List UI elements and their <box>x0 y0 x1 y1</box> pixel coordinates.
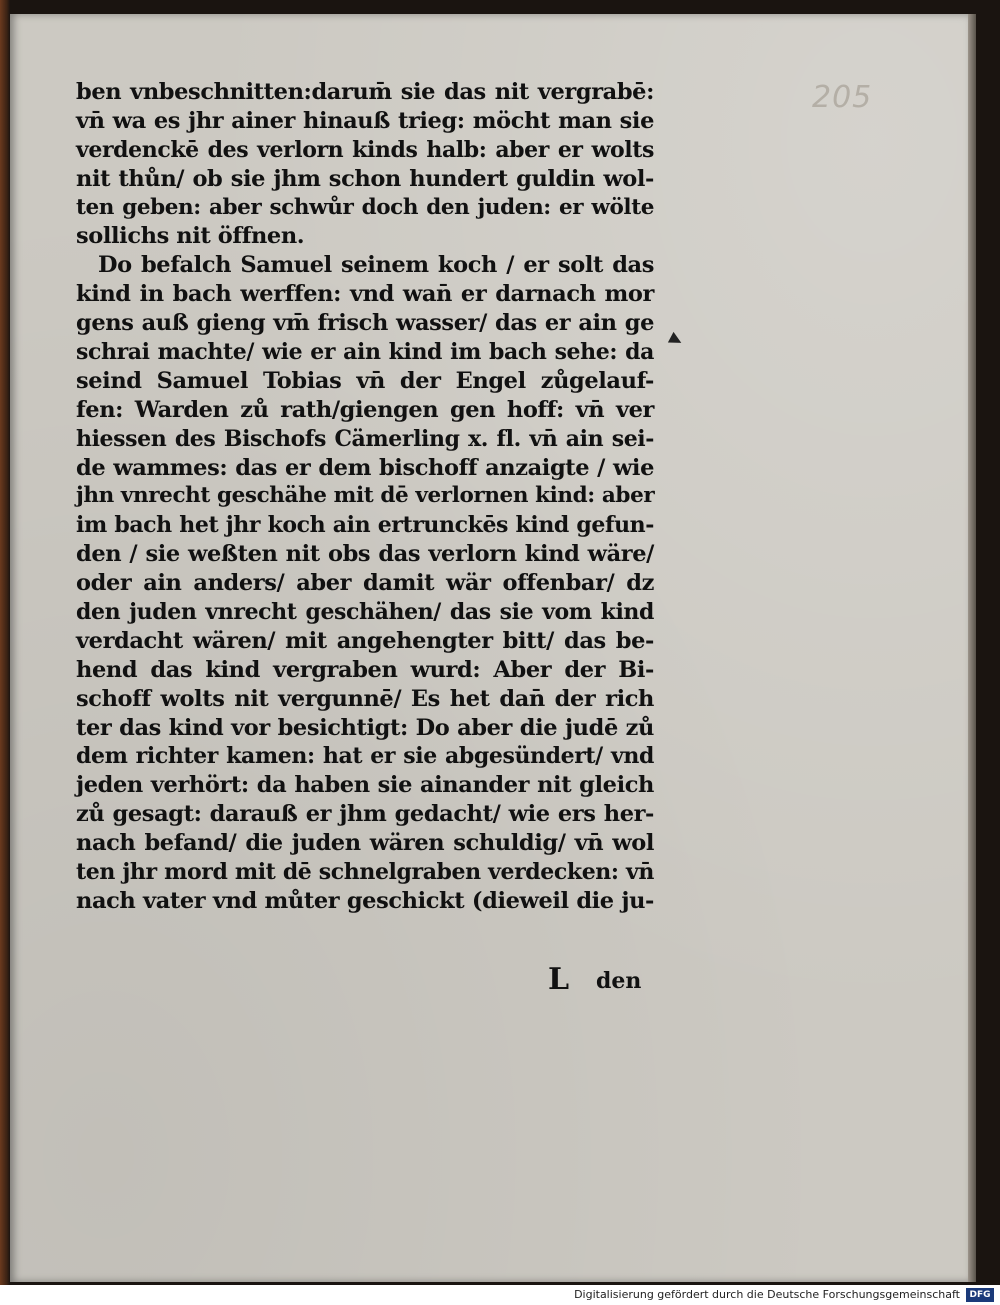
catchword-line <box>548 962 658 996</box>
folio-number: 205 <box>812 80 873 115</box>
text-line: hend das kind vergraben wurd: Aber der Bi- <box>76 656 654 683</box>
signature-mark: L <box>548 962 570 997</box>
text-line: kind in bach werffen: vnd wan̄ er darnach mor <box>76 281 654 308</box>
text-line: nit thůn/ ob sie jhm schon hundert guldin wol- <box>76 165 654 192</box>
text-line: hiessen des Bischofs Cämerling x. fl. vn̄ ain sei- <box>76 425 654 452</box>
text-line: ben vnbeschnitten:darum̄ sie das nit vergrabē: <box>76 79 654 105</box>
text-line: de wammes: das er dem bischoff anzaigte / wie <box>76 454 654 481</box>
text-line: fen: Warden zů rath/giengen gen hoff: vn̄ ver <box>76 396 654 423</box>
text-line: jeden verhört: da haben sie ainander nit gleich <box>76 772 654 799</box>
text-line: vn̄ wa es jhr ainer hinauß trieg: möcht man sie <box>76 107 654 134</box>
text-line: den juden vnrecht geschähen/ das sie vom kind <box>76 599 654 626</box>
text-line: schoff wolts nit vergunnē/ Es het dan̄ der rich <box>76 685 654 712</box>
text-line: zů gesagt: darauß er jhm gedacht/ wie ers her- <box>76 801 654 828</box>
funding-credit: Digitalisierung gefördert durch die Deutsche Forschungsgemeinschaft <box>574 1288 960 1301</box>
dfg-logo: DFG <box>966 1288 994 1302</box>
text-line: gens auß gieng vm̄ frisch wasser/ das er ain ge <box>76 310 654 337</box>
text-line: Do befalch Samuel seinem koch / er solt das <box>98 252 654 279</box>
catchword: den <box>596 968 642 994</box>
text-line: seind Samuel Tobias vn̄ der Engel zůgelauf- <box>76 367 654 394</box>
text-line: ter das kind vor besichtigt: Do aber die judē zů <box>76 714 654 741</box>
page-edge <box>968 14 976 1282</box>
text-line: schrai machte/ wie er ain kind im bach sehe: da <box>76 339 654 366</box>
text-block <box>76 78 654 916</box>
text-line: oder ain anders/ aber damit wär offenbar/ dz <box>76 570 654 597</box>
footer-bar <box>0 1285 1000 1305</box>
book-spine <box>0 0 10 1285</box>
text-line: nach befand/ die juden wären schuldig/ vn̄ wol <box>76 830 654 857</box>
text-line: verdenckē des verlorn kinds halb: aber er wolts <box>76 136 654 163</box>
text-line: sollichs nit öffnen. <box>76 223 305 250</box>
text-line: nach vater vnd můter geschickt (dieweil die ju- <box>76 887 654 914</box>
text-line: den / sie weßten nit obs das verlorn kind wäre/ <box>76 541 654 568</box>
text-line: ten geben: aber schwůr doch den juden: er wölte <box>76 194 654 220</box>
text-line: ten jhr mord mit dē schnelgraben verdecken: vn̄ <box>76 859 654 886</box>
text-line: verdacht wären/ mit angehengter bitt/ das be- <box>76 627 654 654</box>
text-line: dem richter kamen: hat er sie abgesündert/ vnd <box>76 743 654 770</box>
text-line: im bach het jhr koch ain ertrunckēs kind gefun- <box>76 512 654 539</box>
text-line: jhn vnrecht geschähe mit dē verlornen kind: aber <box>76 483 655 509</box>
